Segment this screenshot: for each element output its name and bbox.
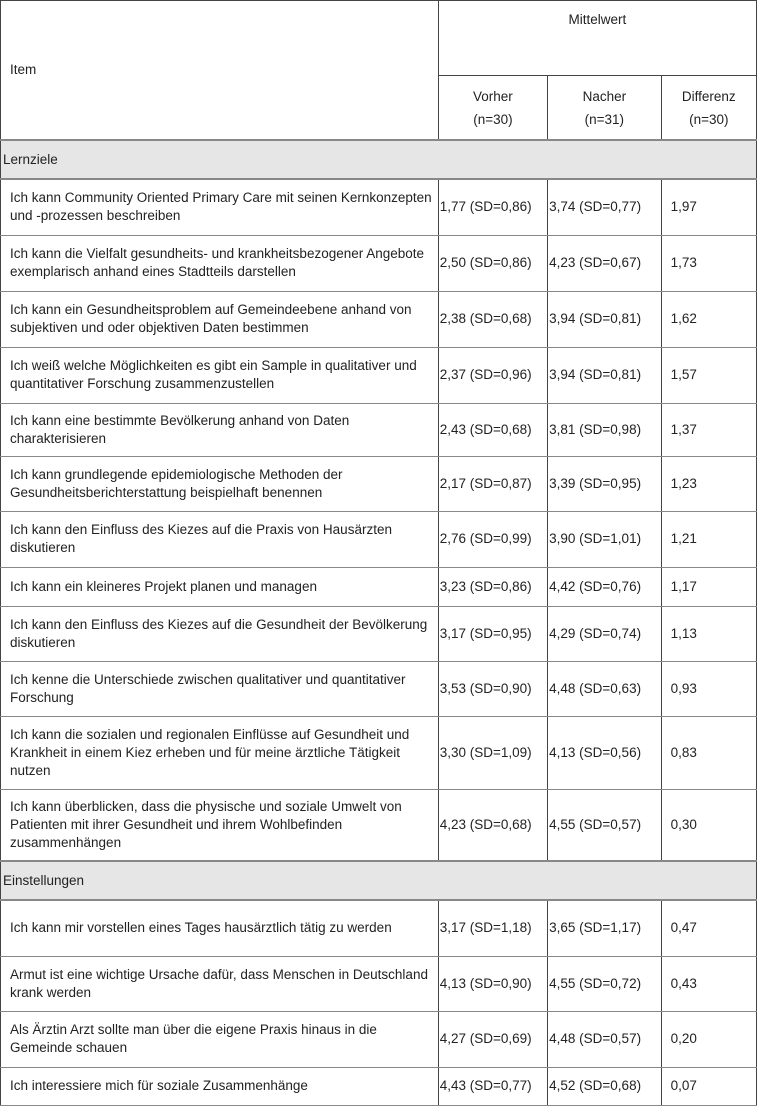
table-row	[1, 511, 757, 567]
header-vorher	[438, 76, 547, 141]
vorher-cell: 2,38 (SD=0,68)	[438, 291, 547, 347]
section-row	[1, 140, 757, 179]
table-row	[1, 956, 757, 1011]
table-row	[1, 1067, 757, 1105]
differenz-cell: 0,20	[661, 1011, 756, 1067]
differenz-cell: 1,13	[661, 606, 756, 661]
header-mittelwert: Mittelwert	[438, 1, 756, 76]
differenz-cell: 1,62	[661, 291, 756, 347]
differenz-cell: 1,37	[661, 403, 756, 456]
table-row	[1, 900, 757, 956]
vorher-cell: 4,23 (SD=0,68)	[438, 789, 547, 861]
differenz-cell: 0,47	[661, 900, 756, 956]
differenz-cell: 1,17	[661, 567, 756, 606]
table-row	[1, 403, 757, 456]
nacher-cell: 4,52 (SD=0,68)	[548, 1067, 661, 1105]
nacher-cell: 4,48 (SD=0,63)	[548, 661, 661, 716]
item-cell: Als Ärztin Arzt sollte man über die eigene Praxis hinaus in die Gemeinde schauen	[1, 1011, 439, 1067]
item-cell: Ich kann die Vielfalt gesundheits- und krankheitsbezogener Angebote exemplarisch anhand eines Stadtteils darstellen	[1, 235, 439, 291]
nacher-cell: 4,48 (SD=0,57)	[548, 1011, 661, 1067]
nacher-cell: 3,94 (SD=0,81)	[548, 347, 661, 403]
item-cell: Ich kann Community Oriented Primary Care mit seinen Kernkonzepten und -prozessen beschreiben	[1, 179, 439, 235]
differenz-cell: 1,73	[661, 235, 756, 291]
nacher-cell: 4,13 (SD=0,56)	[548, 716, 661, 789]
differenz-cell: 1,57	[661, 347, 756, 403]
vorher-cell: 2,17 (SD=0,87)	[438, 456, 547, 511]
header-vorher-n: (n=30)	[473, 111, 513, 127]
vorher-cell: 1,77 (SD=0,86)	[438, 179, 547, 235]
table-row	[1, 606, 757, 661]
table-row	[1, 347, 757, 403]
header-differenz-label: Differenz	[681, 88, 736, 104]
differenz-cell: 0,30	[661, 789, 756, 861]
header-item: Item	[1, 1, 439, 141]
table-row	[1, 567, 757, 606]
header-nacher-label: Nacher	[582, 88, 627, 104]
differenz-cell: 1,23	[661, 456, 756, 511]
differenz-cell: 1,21	[661, 511, 756, 567]
item-cell: Ich kenne die Unterschiede zwischen qualitativer und quantitativer Forschung	[1, 661, 439, 716]
table-row	[1, 716, 757, 789]
table-row	[1, 456, 757, 511]
header-vorher-label: Vorher	[473, 88, 513, 104]
vorher-cell: 3,53 (SD=0,90)	[438, 661, 547, 716]
differenz-cell: 0,93	[661, 661, 756, 716]
item-cell: Ich kann die sozialen und regionalen Einflüsse auf Gesundheit und Krankheit in einem Kiez erheben und für meine ärztliche Tätigkeit nutzen	[1, 716, 439, 789]
vorher-cell: 2,43 (SD=0,68)	[438, 403, 547, 456]
table-row	[1, 661, 757, 716]
header-nacher	[548, 76, 661, 141]
vorher-cell: 4,43 (SD=0,77)	[438, 1067, 547, 1105]
item-cell: Ich interessiere mich für soziale Zusammenhänge	[1, 1067, 439, 1105]
table-row	[1, 1011, 757, 1067]
differenz-cell: 0,83	[661, 716, 756, 789]
nacher-cell: 3,39 (SD=0,95)	[548, 456, 661, 511]
nacher-cell: 3,74 (SD=0,77)	[548, 179, 661, 235]
vorher-cell: 3,23 (SD=0,86)	[438, 567, 547, 606]
nacher-cell: 4,23 (SD=0,67)	[548, 235, 661, 291]
nacher-cell: 4,55 (SD=0,57)	[548, 789, 661, 861]
differenz-cell: 1,97	[661, 179, 756, 235]
nacher-cell: 4,42 (SD=0,76)	[548, 567, 661, 606]
differenz-cell: 0,07	[661, 1067, 756, 1105]
nacher-cell: 4,29 (SD=0,74)	[548, 606, 661, 661]
item-cell: Ich kann grundlegende epidemiologische Methoden der Gesundheitsberichterstattung beispielhaft benennen	[1, 456, 439, 511]
item-cell: Ich kann den Einfluss des Kiezes auf die Praxis von Hausärzten diskutieren	[1, 511, 439, 567]
vorher-cell: 2,37 (SD=0,96)	[438, 347, 547, 403]
nacher-cell: 4,55 (SD=0,72)	[548, 956, 661, 1011]
vorher-cell: 4,27 (SD=0,69)	[438, 1011, 547, 1067]
item-cell: Ich kann den Einfluss des Kiezes auf die Gesundheit der Bevölkerung diskutieren	[1, 606, 439, 661]
nacher-cell: 3,94 (SD=0,81)	[548, 291, 661, 347]
item-cell: Ich kann mir vorstellen eines Tages hausärztlich tätig zu werden	[1, 900, 439, 956]
item-cell: Armut ist eine wichtige Ursache dafür, dass Menschen in Deutschland krank werden	[1, 956, 439, 1011]
item-cell: Ich kann ein Gesundheitsproblem auf Gemeindeebene anhand von subjektiven und oder objektiven Daten bestimmen	[1, 291, 439, 347]
vorher-cell: 2,76 (SD=0,99)	[438, 511, 547, 567]
vorher-cell: 4,13 (SD=0,90)	[438, 956, 547, 1011]
section-title: Einstellungen	[1, 861, 757, 900]
table-row	[1, 291, 757, 347]
table-row	[1, 235, 757, 291]
section-row	[1, 861, 757, 900]
nacher-cell: 3,65 (SD=1,17)	[548, 900, 661, 956]
nacher-cell: 3,90 (SD=1,01)	[548, 511, 661, 567]
vorher-cell: 3,17 (SD=1,18)	[438, 900, 547, 956]
differenz-cell: 0,43	[661, 956, 756, 1011]
table-row	[1, 789, 757, 861]
header-nacher-n: (n=31)	[584, 111, 625, 127]
item-cell: Ich kann überblicken, dass die physische und soziale Umwelt von Patienten mit ihrer Gesundheit und ihrem Wohlbefinden zusammenhängen	[1, 789, 439, 861]
vorher-cell: 2,50 (SD=0,86)	[438, 235, 547, 291]
header-differenz	[661, 76, 756, 141]
item-cell: Ich weiß welche Möglichkeiten es gibt ein Sample in qualitativer und quantitativer Forschung zusammenzustellen	[1, 347, 439, 403]
vorher-cell: 3,30 (SD=1,09)	[438, 716, 547, 789]
nacher-cell: 3,81 (SD=0,98)	[548, 403, 661, 456]
header-differenz-n: (n=30)	[689, 111, 729, 127]
table-row	[1, 179, 757, 235]
vorher-cell: 3,17 (SD=0,95)	[438, 606, 547, 661]
item-cell: Ich kann eine bestimmte Bevölkerung anhand von Daten charakterisieren	[1, 403, 439, 456]
table-body	[1, 140, 757, 1105]
item-cell: Ich kann ein kleineres Projekt planen und managen	[1, 567, 439, 606]
section-title: Lernziele	[1, 140, 757, 179]
